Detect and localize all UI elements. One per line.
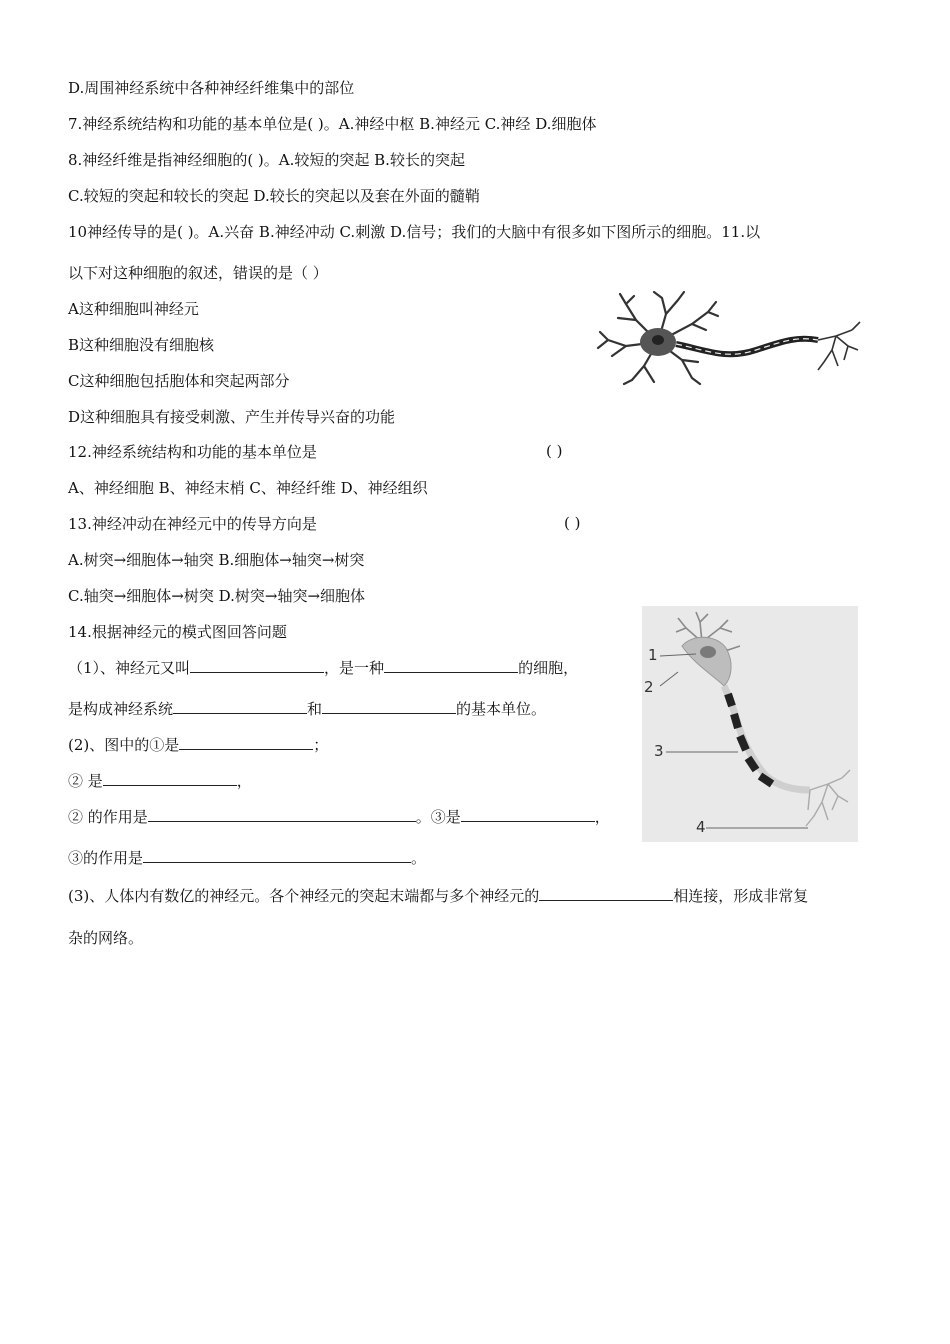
question-11-option-d: D这种细胞具有接受刺激、产生并传导兴奋的功能 — [68, 408, 396, 426]
q14-text: ② 的作用是 — [68, 808, 148, 826]
q14-text: 。 — [411, 849, 427, 867]
question-10: 10神经传导的是( )。A.兴奋 B.神经冲动 C.刺激 D.信号；我们的大脑中有很多如下图所示的细胞。11.以 — [68, 223, 761, 241]
q14-text: ，是一种 — [324, 659, 385, 677]
question-12-options: A、神经细胞 B、神经末梢 C、神经纤维 D、神经组织 — [68, 479, 428, 497]
q14-text: (3)、人体内有数亿的神经元。各个神经元的突起末端都与多个神经元的 — [68, 887, 540, 905]
question-14-part1-line1 — [68, 658, 578, 678]
q14-text: 的细胞， — [518, 659, 579, 677]
diagram-label-1: 1 — [648, 646, 658, 664]
answer-blank[interactable] — [384, 658, 518, 673]
question-14-part2-line1 — [68, 735, 328, 755]
q14-text: （1）、神经元又叫 — [68, 659, 191, 677]
diagram-label-4: 4 — [696, 818, 706, 836]
question-12: 12.神经系统结构和功能的基本单位是 — [68, 443, 317, 461]
neuron-model-diagram — [642, 606, 858, 842]
question-7: 7.神经系统结构和功能的基本单位是( )。A.神经中枢 B.神经元 C.神经 D.细胞体 — [68, 115, 597, 133]
q14-text: ； — [313, 736, 329, 754]
answer-blank[interactable] — [103, 771, 237, 786]
question-11: 以下对这种细胞的叙述，错误的是（ ） — [68, 264, 328, 282]
diagram-label-3: 3 — [654, 742, 664, 760]
answer-blank[interactable] — [173, 699, 307, 714]
question-11-option-a: A这种细胞叫神经元 — [68, 300, 199, 318]
diagram-label-2: 2 — [644, 678, 654, 696]
q14-text: 相连接，形成非常复 — [673, 887, 809, 905]
q14-text: 和 — [307, 700, 323, 718]
question-13-options-ab: A.树突→细胞体→轴突 B.细胞体→轴突→树突 — [68, 551, 365, 569]
neuron-model-svg — [642, 606, 858, 842]
question-13-answer-paren: ( ) — [564, 514, 581, 532]
q14-text: ， — [594, 808, 610, 826]
question-8-options: C.较短的突起和较长的突起 D.较长的突起以及套在外面的髓鞘 — [68, 187, 480, 205]
q14-text: ③的作用是 — [68, 849, 144, 867]
question-14-part2-line4 — [68, 848, 426, 868]
q14-text: ② 是 — [68, 772, 103, 790]
q14-text: 。③是 — [415, 808, 461, 826]
answer-blank[interactable] — [190, 658, 324, 673]
neuron-illustration — [596, 290, 864, 386]
q14-text: 是构成神经系统 — [68, 700, 174, 718]
question-14-part1-line2 — [68, 699, 546, 719]
q14-text: ， — [236, 772, 252, 790]
answer-blank[interactable] — [148, 807, 416, 822]
question-14-part2-line2 — [68, 771, 252, 791]
question-8: 8.神经纤维是指神经细胞的( )。A.较短的突起 B.较长的突起 — [68, 151, 465, 169]
question-13-options-cd: C.轴突→细胞体→树突 D.树突→轴突→细胞体 — [68, 587, 366, 605]
question-12-answer-paren: ( ) — [546, 442, 563, 460]
q14-text: 的基本单位。 — [456, 700, 547, 718]
answer-blank[interactable] — [143, 848, 411, 863]
answer-blank[interactable] — [179, 735, 313, 750]
question-11-option-c: C这种细胞包括胞体和突起两部分 — [68, 372, 290, 390]
text-line: D.周围神经系统中各种神经纤维集中的部位 — [68, 79, 355, 97]
answer-blank[interactable] — [461, 807, 595, 822]
question-14-part2-line3 — [68, 807, 610, 827]
answer-blank[interactable] — [539, 886, 673, 901]
answer-blank[interactable] — [322, 699, 456, 714]
question-14-part3-line1 — [68, 886, 808, 906]
question-14: 14.根据神经元的模式图回答问题 — [68, 623, 287, 641]
question-11-option-b: B这种细胞没有细胞核 — [68, 336, 215, 354]
question-14-part3-line2: 杂的网络。 — [68, 929, 144, 947]
question-13: 13.神经冲动在神经元中的传导方向是 — [68, 515, 317, 533]
q14-text: (2)、图中的①是 — [68, 736, 180, 754]
